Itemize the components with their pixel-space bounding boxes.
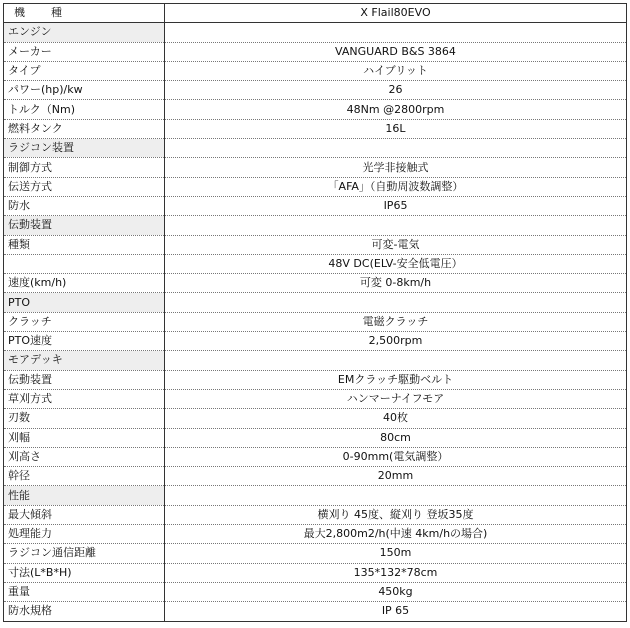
- spec-label: 種類: [4, 235, 165, 254]
- spec-label: PTO速度: [4, 332, 165, 351]
- spec-label: クラッチ: [4, 312, 165, 331]
- spec-row: [4, 602, 627, 621]
- spec-value: EMクラッチ駆動ベルト: [165, 370, 627, 389]
- section-value: [165, 486, 627, 505]
- section-row: [4, 216, 627, 235]
- spec-value: 135*132*78cm: [165, 563, 627, 582]
- spec-value: 48Nm @2800rpm: [165, 100, 627, 119]
- spec-table-body: [4, 4, 627, 622]
- spec-row: [4, 235, 627, 254]
- spec-row: [4, 505, 627, 524]
- spec-label: 草刈方式: [4, 389, 165, 408]
- section-value: [165, 216, 627, 235]
- spec-table: [3, 3, 627, 622]
- section-row: [4, 139, 627, 158]
- spec-row: [4, 254, 627, 273]
- spec-value: VANGUARD B&S 3864: [165, 42, 627, 61]
- spec-value: 16L: [165, 119, 627, 138]
- spec-label: 刈幅: [4, 428, 165, 447]
- spec-value: 横刈り 45度、縦刈り 登坂35度: [165, 505, 627, 524]
- spec-row: [4, 332, 627, 351]
- model-label-cell: [4, 4, 165, 23]
- spec-label: 燃料タンク: [4, 119, 165, 138]
- spec-value: ハイブリット: [165, 61, 627, 80]
- spec-value: 26: [165, 81, 627, 100]
- spec-value: 40枚: [165, 409, 627, 428]
- spec-label: パワー(hp)/kw: [4, 81, 165, 100]
- spec-row: [4, 409, 627, 428]
- section-label: モアデッキ: [4, 351, 165, 370]
- spec-value: 20mm: [165, 467, 627, 486]
- spec-row: [4, 274, 627, 293]
- spec-value: 0-90mm(電気調整）: [165, 447, 627, 466]
- spec-row: [4, 81, 627, 100]
- spec-value: 光学非接触式: [165, 158, 627, 177]
- spec-value: IP65: [165, 196, 627, 215]
- spec-row: [4, 196, 627, 215]
- spec-row: [4, 42, 627, 61]
- spec-label: タイプ: [4, 61, 165, 80]
- spec-label: メーカー: [4, 42, 165, 61]
- spec-row: [4, 370, 627, 389]
- section-label: PTO: [4, 293, 165, 312]
- spec-row: [4, 177, 627, 196]
- section-value: [165, 351, 627, 370]
- model-label-b: 種: [51, 6, 62, 20]
- spec-row: [4, 544, 627, 563]
- spec-row: [4, 158, 627, 177]
- spec-label: 制御方式: [4, 158, 165, 177]
- spec-value: IP 65: [165, 602, 627, 621]
- spec-row: [4, 467, 627, 486]
- spec-label: 最大傾斜: [4, 505, 165, 524]
- spec-label: ラジコン通信距離: [4, 544, 165, 563]
- header-row: [4, 4, 627, 23]
- spec-row: [4, 447, 627, 466]
- spec-value: 80cm: [165, 428, 627, 447]
- spec-value: 電磁クラッチ: [165, 312, 627, 331]
- spec-row: [4, 389, 627, 408]
- spec-value: 2,500rpm: [165, 332, 627, 351]
- section-label: エンジン: [4, 23, 165, 42]
- spec-label: 防水: [4, 196, 165, 215]
- spec-label: 寸法(L*B*H): [4, 563, 165, 582]
- spec-row: [4, 119, 627, 138]
- spec-row: [4, 563, 627, 582]
- spec-label: 重量: [4, 582, 165, 601]
- spec-label: 伝動装置: [4, 370, 165, 389]
- spec-value: 可変 0-8km/h: [165, 274, 627, 293]
- spec-label: 防水規格: [4, 602, 165, 621]
- spec-row: [4, 61, 627, 80]
- spec-value: 可変-電気: [165, 235, 627, 254]
- spec-label: 速度(km/h): [4, 274, 165, 293]
- section-label: ラジコン装置: [4, 139, 165, 158]
- section-label: 伝動装置: [4, 216, 165, 235]
- spec-value: 450kg: [165, 582, 627, 601]
- spec-value: 150m: [165, 544, 627, 563]
- section-value: [165, 293, 627, 312]
- model-name: X Flail80EVO: [165, 4, 627, 23]
- section-value: [165, 23, 627, 42]
- spec-row: [4, 525, 627, 544]
- spec-label: トルク（Nm): [4, 100, 165, 119]
- spec-row: [4, 100, 627, 119]
- spec-row: [4, 312, 627, 331]
- spec-row: [4, 428, 627, 447]
- section-row: [4, 351, 627, 370]
- spec-label: 伝送方式: [4, 177, 165, 196]
- spec-sheet: [3, 3, 627, 625]
- section-row: [4, 486, 627, 505]
- section-row: [4, 23, 627, 42]
- model-label-a: 機: [14, 6, 25, 20]
- spec-label: 処理能力: [4, 525, 165, 544]
- spec-value: ハンマーナイフモア: [165, 389, 627, 408]
- spec-label: 幹径: [4, 467, 165, 486]
- spec-label: 刈高さ: [4, 447, 165, 466]
- spec-value: 48V DC(ELV-安全低電圧）: [165, 254, 627, 273]
- section-row: [4, 293, 627, 312]
- section-label: 性能: [4, 486, 165, 505]
- spec-label: [4, 254, 165, 273]
- section-value: [165, 139, 627, 158]
- spec-row: [4, 582, 627, 601]
- spec-value: 「AFA」（自動周波数調整）: [165, 177, 627, 196]
- spec-label: 刃数: [4, 409, 165, 428]
- spec-value: 最大2,800m2/h(中速 4km/hの場合): [165, 525, 627, 544]
